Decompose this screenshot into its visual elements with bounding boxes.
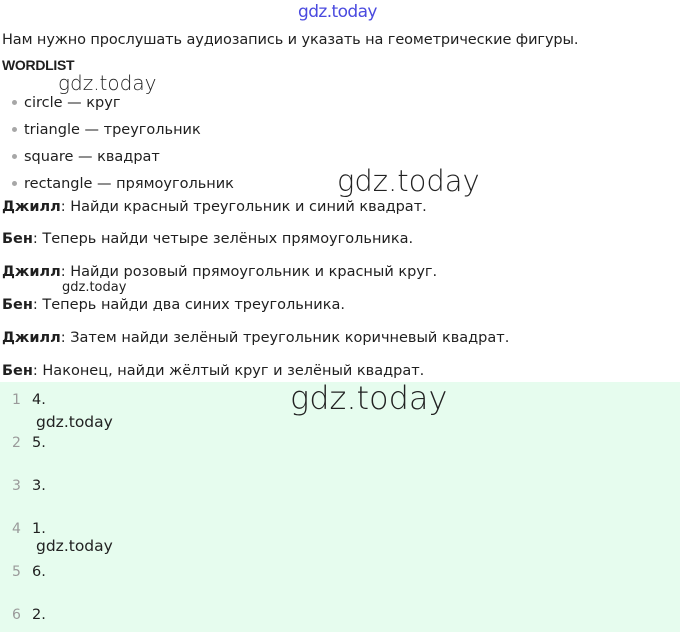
wordlist-item-text: circle — круг <box>24 95 121 111</box>
dialog-line <box>2 329 509 347</box>
speaker-name: Бен <box>2 231 33 247</box>
answer-number: 5 <box>12 564 21 580</box>
answer-value: 2. <box>32 607 46 623</box>
speaker-name: Джилл <box>2 330 61 346</box>
dialog-text: : Наконец, найди жёлтый круг и зелёный квадрат. <box>32 363 425 379</box>
answer-value: 1. <box>32 521 46 537</box>
dialog-text: : Теперь найди два синих треугольника. <box>32 297 345 313</box>
wordlist-item <box>12 148 160 166</box>
dialog-line <box>2 198 427 216</box>
dialog-text: : Найди красный треугольник и синий квадрат. <box>60 199 427 215</box>
dialog-line <box>2 230 413 248</box>
watermark: gdz.today <box>58 71 157 95</box>
wordlist-item-text: rectangle — прямоугольник <box>24 176 234 192</box>
answer-number: 3 <box>12 478 21 494</box>
speaker-name: Бен <box>2 297 33 313</box>
answer-value: 5. <box>32 435 46 451</box>
dialog-line <box>2 296 345 314</box>
watermark: gdz.today <box>36 537 113 555</box>
wordlist-item-text: square — квадрат <box>24 149 160 165</box>
bullet-icon <box>12 100 17 105</box>
intro-text: Нам нужно прослушать аудиозапись и указать на геометрические фигуры. <box>2 32 579 48</box>
dialog-text: : Теперь найди четыре зелёных прямоугольника. <box>32 231 414 247</box>
bullet-icon <box>12 127 17 132</box>
watermark: gdz.today <box>290 379 448 417</box>
dialog-text: : Найди розовый прямоугольник и красный круг. <box>60 264 438 280</box>
bullet-icon <box>12 154 17 159</box>
speaker-name: Джилл <box>2 264 61 280</box>
watermark: gdz.today <box>337 164 480 198</box>
watermark: gdz.today <box>298 2 377 22</box>
answer-number: 4 <box>12 521 21 537</box>
watermark: gdz.today <box>62 280 127 295</box>
answer-value: 3. <box>32 478 46 494</box>
bullet-icon <box>12 181 17 186</box>
watermark: gdz.today <box>36 413 113 431</box>
answer-number: 6 <box>12 607 21 623</box>
wordlist-item <box>12 121 201 139</box>
wordlist-item <box>12 175 234 193</box>
answer-number: 1 <box>12 392 21 408</box>
wordlist-heading: WORDLIST <box>2 57 75 73</box>
answer-value: 6. <box>32 564 46 580</box>
dialog-line <box>2 263 437 281</box>
answer-value: 4. <box>32 392 46 408</box>
wordlist-item <box>12 94 120 112</box>
answer-number: 2 <box>12 435 21 451</box>
speaker-name: Джилл <box>2 199 61 215</box>
dialog-line <box>2 362 424 380</box>
speaker-name: Бен <box>2 363 33 379</box>
wordlist-item-text: triangle — треугольник <box>24 122 201 138</box>
answer-list <box>0 382 680 632</box>
dialog-text: : Затем найди зелёный треугольник коричневый квадрат. <box>60 330 510 346</box>
